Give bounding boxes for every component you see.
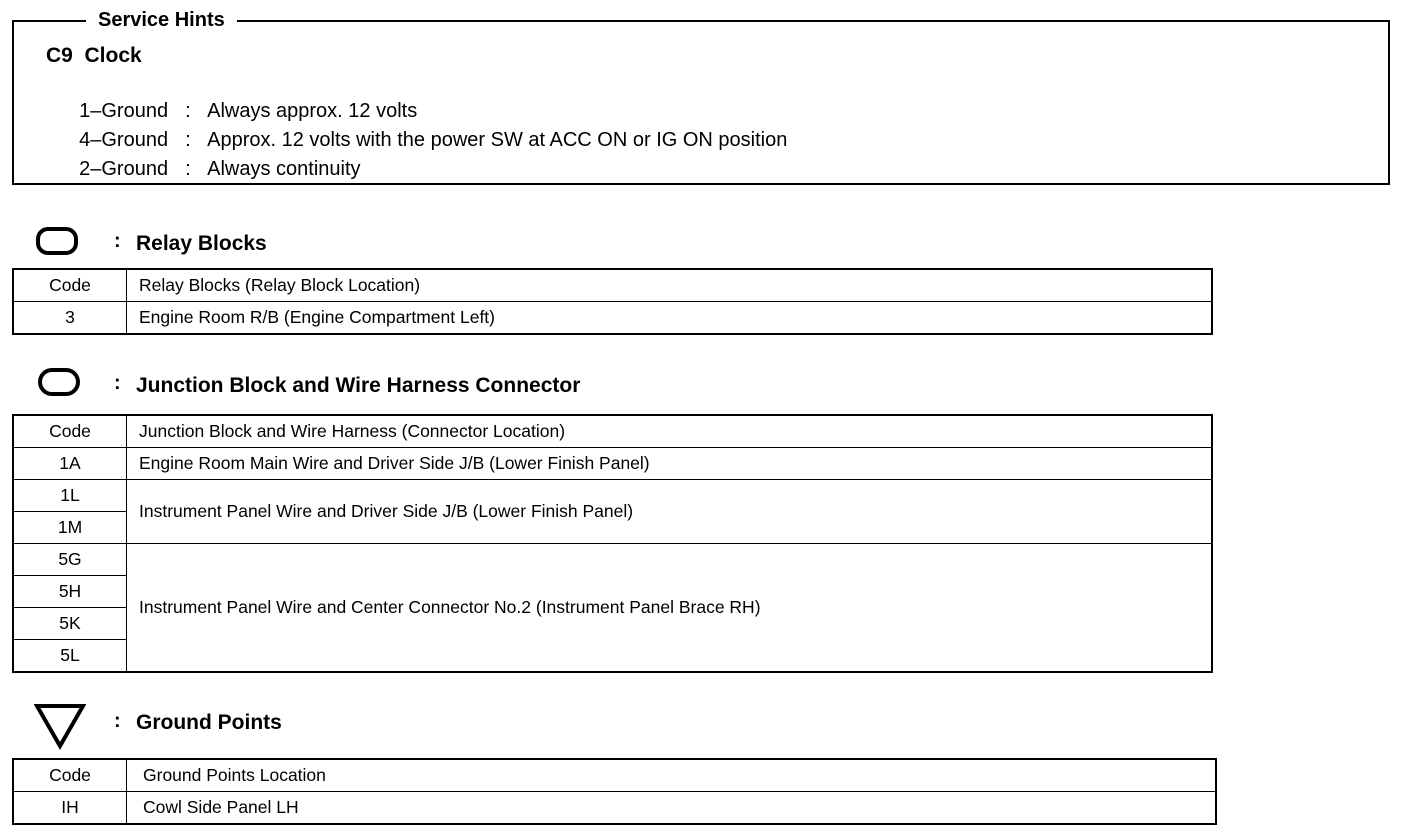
relay-blocks-title: Relay Blocks xyxy=(136,232,267,255)
row-code: 5L xyxy=(13,640,127,673)
header-desc: Ground Points Location xyxy=(127,759,1217,792)
ground-points-table xyxy=(12,758,1217,825)
hint-text: Approx. 12 volts with the power SW at ACC ON or IG ON position xyxy=(207,129,788,151)
header-code: Code xyxy=(13,269,127,302)
row-code: 5G xyxy=(13,544,127,576)
row-code: 1A xyxy=(13,448,127,480)
hint-text: Always continuity xyxy=(207,158,361,180)
table-row xyxy=(13,792,1216,825)
hint-pin: 1–Ground xyxy=(79,100,169,122)
ground-points-title: Ground Points xyxy=(136,711,282,734)
hint-row xyxy=(68,133,361,181)
table-header-row xyxy=(13,415,1212,448)
row-desc: Engine Room R/B (Engine Compartment Left) xyxy=(127,302,1213,335)
heading-colon: : xyxy=(114,230,121,252)
row-desc: Instrument Panel Wire and Center Connector No.2 (Instrument Panel Brace RH) xyxy=(127,544,1213,673)
triangle-down-icon xyxy=(34,702,86,750)
hint-colon: : xyxy=(185,158,191,180)
row-desc: Cowl Side Panel LH xyxy=(127,792,1217,825)
hint-text: Always approx. 12 volts xyxy=(207,100,418,122)
junction-block-title: Junction Block and Wire Harness Connector xyxy=(136,374,581,397)
row-code: 3 xyxy=(13,302,127,335)
heading-colon: : xyxy=(114,710,121,732)
service-hints-legend: Service Hints xyxy=(86,7,237,33)
header-code: Code xyxy=(13,759,127,792)
rounded-rectangle-icon xyxy=(36,227,78,255)
hint-pin: 4–Ground xyxy=(79,129,169,151)
row-desc: Instrument Panel Wire and Driver Side J/B (Lower Finish Panel) xyxy=(127,480,1213,544)
hint-colon: : xyxy=(185,129,191,151)
table-row xyxy=(13,544,1212,576)
table-row xyxy=(13,302,1212,335)
row-code: 5H xyxy=(13,576,127,608)
oval-icon xyxy=(38,368,80,396)
table-header-row xyxy=(13,269,1212,302)
heading-colon: : xyxy=(114,372,121,394)
hint-colon: : xyxy=(185,100,191,122)
row-code: IH xyxy=(13,792,127,825)
row-desc: Engine Room Main Wire and Driver Side J/B (Lower Finish Panel) xyxy=(127,448,1213,480)
header-desc: Relay Blocks (Relay Block Location) xyxy=(127,269,1213,302)
row-code: 1L xyxy=(13,480,127,512)
table-header-row xyxy=(13,759,1216,792)
service-hints-title: C9 Clock xyxy=(46,44,142,67)
row-code: 1M xyxy=(13,512,127,544)
junction-block-table xyxy=(12,414,1213,673)
row-code: 5K xyxy=(13,608,127,640)
hint-pin: 2–Ground xyxy=(79,158,169,180)
header-desc: Junction Block and Wire Harness (Connector Location) xyxy=(127,415,1213,448)
table-row xyxy=(13,480,1212,512)
header-code: Code xyxy=(13,415,127,448)
relay-blocks-table xyxy=(12,268,1213,335)
table-row xyxy=(13,448,1212,480)
